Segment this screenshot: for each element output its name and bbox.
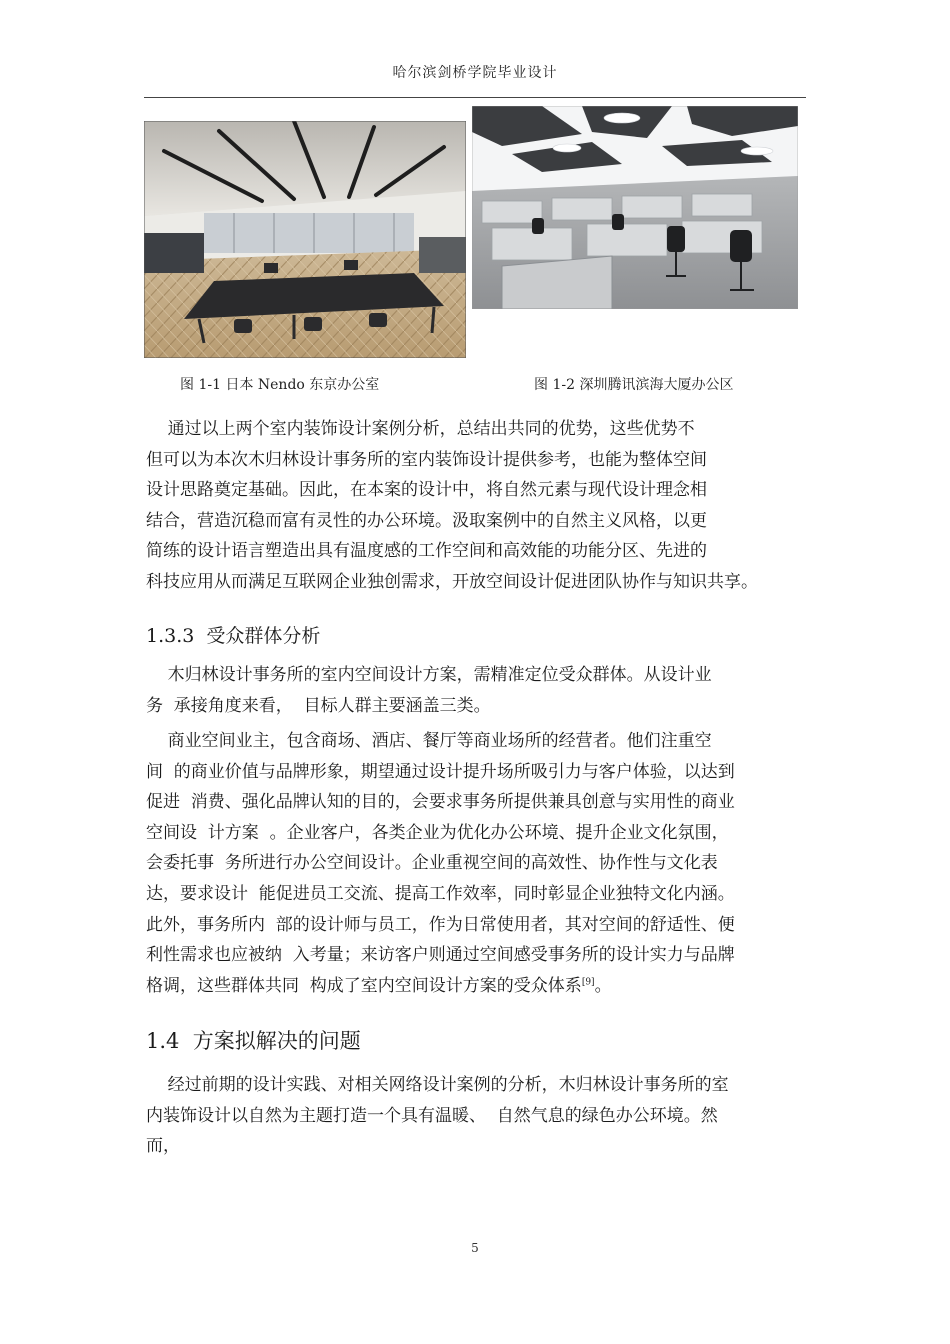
text-line: 但可以为本次木归林设计事务所的室内装饰设计提供参考，也能为整体空间: [146, 449, 707, 470]
text-line: 商业空间业主，包含商场、酒店、餐厅等商业场所的经营者。他们注重空: [146, 731, 712, 751]
section-heading-1-3-3: 1.3.3 受众群体分析: [146, 625, 321, 647]
text-line-last-body: 格调，这些群体共同 构成了室内空间设计方案的受众体系: [146, 975, 582, 996]
text-line: 达，要求设计 能促进员工交流、提高工作效率，同时彰显企业独特文化内涵。: [146, 883, 735, 904]
running-header: 哈尔滨剑桥学院毕业设计: [392, 65, 558, 81]
section-heading-1-4: 1.4 方案拟解决的问题: [146, 1029, 361, 1053]
text-line: 促进 消费、强化品牌认知的目的，会要求事务所提供兼具创意与实用性的商业: [146, 792, 735, 813]
header-rule: [144, 97, 806, 98]
figure-caption-1: 图 1-1 日本 Nendo 东京办公室: [180, 377, 380, 393]
text-line: 木归林设计事务所的室内空间设计方案，需精准定位受众群体。从设计业: [146, 665, 712, 685]
text-line: 此外，事务所内 部的设计师与员工，作为日常使用者，其对空间的舒适性、便: [146, 914, 735, 935]
paragraph-audience-groups: [146, 726, 818, 1001]
figure-tencent-office-photo: [472, 106, 798, 309]
text-line: 经过前期的设计实践、对相关网络设计案例的分析，木归林设计事务所的室: [146, 1075, 729, 1095]
page-number: 5: [471, 1241, 479, 1255]
text-line-last: [146, 971, 818, 1002]
text-line: 空间设 计方案 。企业客户，各类企业为优化办公环境、提升企业文化氛围，: [146, 822, 729, 843]
text-line: 通过以上两个室内装饰设计案例分析，总结出共同的优势，这些优势不: [146, 419, 695, 439]
text-line: 间 的商业价值与品牌形象，期望通过设计提升场所吸引力与客户体验，以达到: [146, 761, 735, 782]
text-line: 简练的设计语言塑造出具有温度感的工作空间和高效能的功能分区、先进的: [146, 541, 707, 562]
text-line: 内装饰设计以自然为主题打造一个具有温暖、 自然气息的绿色办公环境。然: [146, 1105, 718, 1126]
text-line: 利性需求也应被纳 入考量；来访客户则通过空间感受事务所的设计实力与品牌: [146, 945, 735, 966]
text-line-last-end: 。: [594, 975, 612, 996]
text-line: 而，: [146, 1136, 180, 1157]
figure-caption-2: 图 1-2 深圳腾讯滨海大厦办公区: [534, 377, 734, 393]
paragraph-audience-intro: [146, 660, 818, 721]
paragraph-problems: [146, 1070, 818, 1162]
text-line: 设计思路奠定基础。因此，在本案的设计中，将自然元素与现代设计理念相: [146, 480, 707, 501]
text-line: 科技应用从而满足互联网企业独创需求，开放空间设计促进团队协作与知识共享。: [146, 571, 758, 592]
text-line: 结合，营造沉稳而富有灵性的办公环境。汲取案例中的自然主义风格，以更: [146, 510, 707, 531]
paragraph-case-analysis: [146, 414, 818, 598]
figure-nendo-office-photo: [144, 121, 466, 358]
text-line: 会委托事 务所进行办公空间设计。企业重视空间的高效性、协作性与文化表: [146, 853, 718, 874]
citation-ref: [9]: [581, 977, 595, 988]
text-line: 务 承接角度来看， 目标人群主要涵盖三类。: [146, 695, 491, 716]
